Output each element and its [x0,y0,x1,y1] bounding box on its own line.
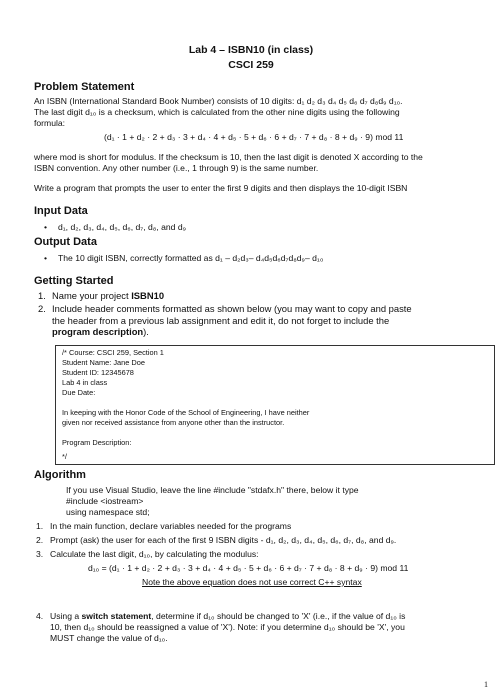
started-item-2 [38,303,482,338]
algo-intro-line3: using namespace std; [66,507,150,517]
problem-paragraph-3: Write a program that prompts the user to enter the first 9 digits and then displays the 10-digit ISBN [34,183,408,193]
started-2-line2: the header from a previous lab assignment and edit it, do not forget to include the [52,314,390,326]
algo-intro-line2: #include <iostream> [66,496,144,506]
started-2-bold: program description [52,326,144,337]
algo-4-line2: 10, then d₁₀ should be reassigned a value of 'X'). Note: if you determine d₁₀ should be 'X', you [50,622,405,632]
code-line: Student ID: 12345678 [62,368,134,377]
started-1-text: Name your project [52,290,132,301]
item-number: 2. [38,303,46,314]
doc-title: Lab 4 – ISBN10 (in class) [188,44,314,56]
algorithm-heading: Algorithm [34,469,86,481]
algo-item-3 [36,549,480,560]
algo-4-bold: switch statement [81,611,152,621]
item-number: 1. [36,521,44,531]
header-comment-box [55,345,495,465]
getting-started-heading: Getting Started [34,275,114,287]
algo-item-2 [36,535,480,546]
algo-item-1 [36,521,480,532]
problem-p1-line3: formula: [34,118,66,128]
item-number: 1. [38,290,46,301]
item-number: 2. [36,535,44,545]
started-2-end: ). [143,326,149,337]
input-heading: Input Data [34,205,88,217]
started-item-1 [38,290,482,302]
code-line: given nor received assistance from anyone other than the instructor. [62,418,285,427]
output-bullet [44,253,323,263]
syntax-note: Note the above equation does not use correct C++ syntax [142,577,362,587]
algo-1-text: In the main function, declare variables needed for the programs [50,521,292,531]
input-bullet [44,222,186,232]
algo-4-post: , determine if d₁₀ should be changed to 'X' (i.e., if the value of d₁₀ is [151,611,406,621]
checksum-formula: (d₁ · 1 + d₂ · 2 + d₃ · 3 + d₄ · 4 + d₅ · 5 + d₆ · 6 + d₇ · 7 + d₈ · 8 + d₉ · 9) mod 11 [104,132,404,142]
output-bullet-text: The 10 digit ISBN, correctly formatted as d₁ – d₂d₃– d₄d₅d₆d₇d₈d₉– d₁₀ [58,253,324,263]
code-line: Due Date: [62,388,96,397]
algo-3-text: Calculate the last digit, d₁₀, by calculating the modulus: [50,549,259,559]
started-2-line1: Include header comments formatted as shown below (you may want to copy and paste [52,303,412,314]
item-number: 4. [36,611,44,621]
project-name: ISBN10 [131,290,165,301]
code-line: In keeping with the Honor Code of the School of Engineering, I have neither [62,408,310,417]
problem-p1-line2: The last digit d₁₀ is a checksum, which is calculated from the other nine digits using the following [34,107,400,117]
problem-heading: Problem Statement [34,81,135,93]
doc-subtitle: CSCI 259 [228,59,274,71]
code-line: Student Name: Jane Doe [62,358,145,367]
modulus-formula: d₁₀ = (d₁ · 1 + d₂ · 2 + d₃ · 3 + d₄ · 4 + d₅ · 5 + d₆ · 6 + d₇ · 7 + d₈ · 8 + d₉ · 9) mod 11 [88,563,409,573]
page-number: 1 [484,680,488,689]
input-bullet-text: d₁, d₂, d₃, d₄, d₅, d₆, d₇, d₈, and d₉ [58,222,187,232]
problem-paragraph-1 [34,96,474,129]
algorithm-intro [66,485,359,518]
problem-p2-line1: where mod is short for modulus. If the checksum is 10, then the last digit is denoted X according to the [34,152,423,162]
code-line: */ [62,452,67,461]
code-line: Lab 4 in class [62,378,108,387]
algo-2-text: Prompt (ask) the user for each of the first 9 ISBN digits - d₁, d₂, d₃, d₄, d₅, d₆, d₇, d₈, and d₉. [50,535,397,545]
algo-4-pre: Using a [50,611,82,621]
algo-4-line3: MUST change the value of d₁₀. [50,633,168,643]
algo-item-4 [36,611,480,644]
item-number: 3. [36,549,44,559]
output-heading: Output Data [34,236,97,248]
problem-paragraph-2 [34,152,474,174]
code-line: /* Course: CSCI 259, Section 1 [62,348,164,357]
problem-p1-line1: An ISBN (International Standard Book Number) consists of 10 digits: d₁ d₂ d₃ d₄ d₅ d₆ d₇ d₈d₉ d₁₀. [34,96,403,106]
bullet-dot: • [44,253,48,263]
algo-intro-line1: If you use Visual Studio, leave the line #include "stdafx.h" there, below it type [66,485,359,495]
problem-p2-line2: ISBN convention. Any other number (i.e., 1 through 9) is the same number. [34,163,319,173]
code-line: Program Description: [62,438,132,447]
bullet-dot: • [44,222,48,232]
